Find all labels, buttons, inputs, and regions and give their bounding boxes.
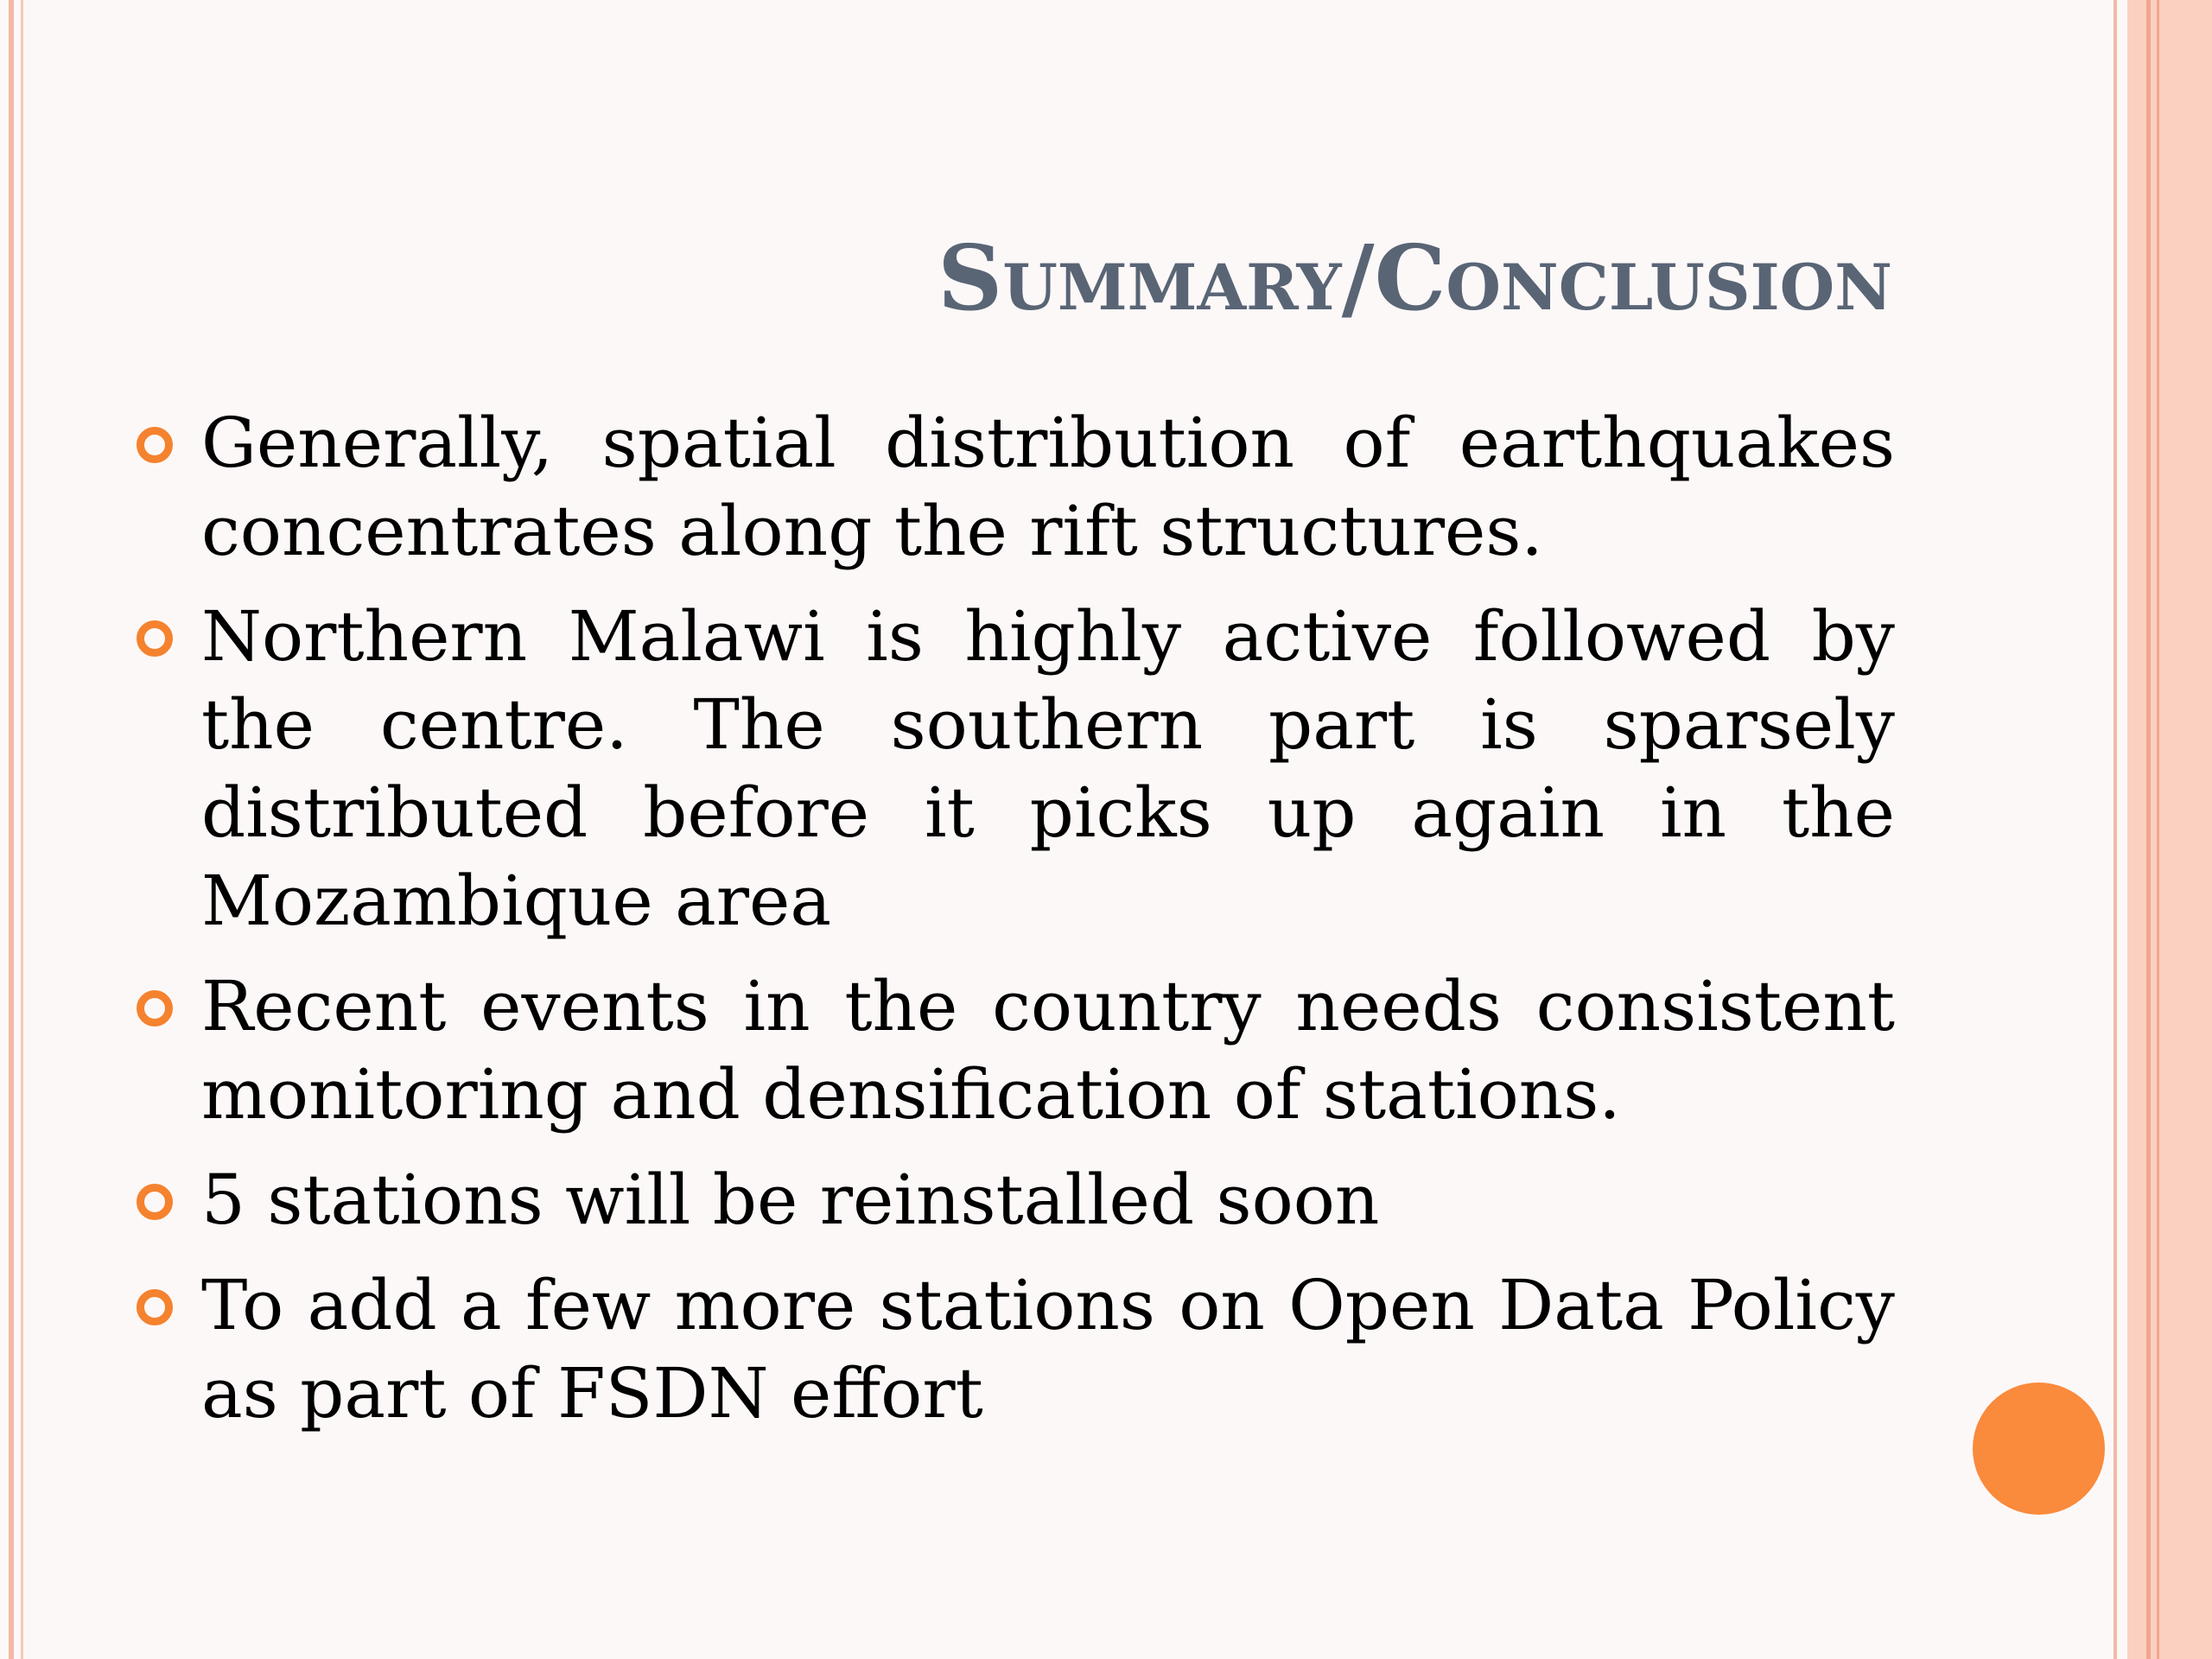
bullet-text: 5 stations will be reinstalled soon (201, 1160, 1380, 1240)
bullet-item (137, 963, 1895, 1139)
hollow-circle-bullet-icon (137, 990, 173, 1027)
slide-title: Summary/Conclusion (938, 225, 1892, 331)
bullet-text: Recent events in the country needs consistent monitoring and densification of stations. (201, 966, 1895, 1135)
bullet-list (137, 399, 1895, 1455)
right-border-line (2113, 0, 2117, 1659)
bullet-item (137, 593, 1895, 945)
bullet-item (137, 399, 1895, 575)
bullet-text: To add a few more stations on Open Data Policy as part of FSDN effort (201, 1265, 1895, 1433)
hollow-circle-bullet-icon (137, 1289, 173, 1325)
orange-circle-decoration (1973, 1382, 2105, 1515)
right-border-band (2127, 0, 2212, 1659)
bullet-item (137, 1156, 1895, 1244)
hollow-circle-bullet-icon (137, 427, 173, 463)
right-border-stripe (2157, 0, 2159, 1659)
hollow-circle-bullet-icon (137, 620, 173, 657)
bullet-text: Northern Malawi is highly active followed by the centre. The southern part is sparsely distributed before it picks up again in the Mozambique area (201, 596, 1895, 941)
hollow-circle-bullet-icon (137, 1184, 173, 1220)
left-border-line-inner (21, 0, 23, 1659)
bullet-text: Generally, spatial distribution of earthquakes concentrates along the rift structures. (201, 403, 1895, 571)
bullet-item (137, 1262, 1895, 1438)
left-border-line (9, 0, 14, 1659)
right-border-stripe (2146, 0, 2151, 1659)
